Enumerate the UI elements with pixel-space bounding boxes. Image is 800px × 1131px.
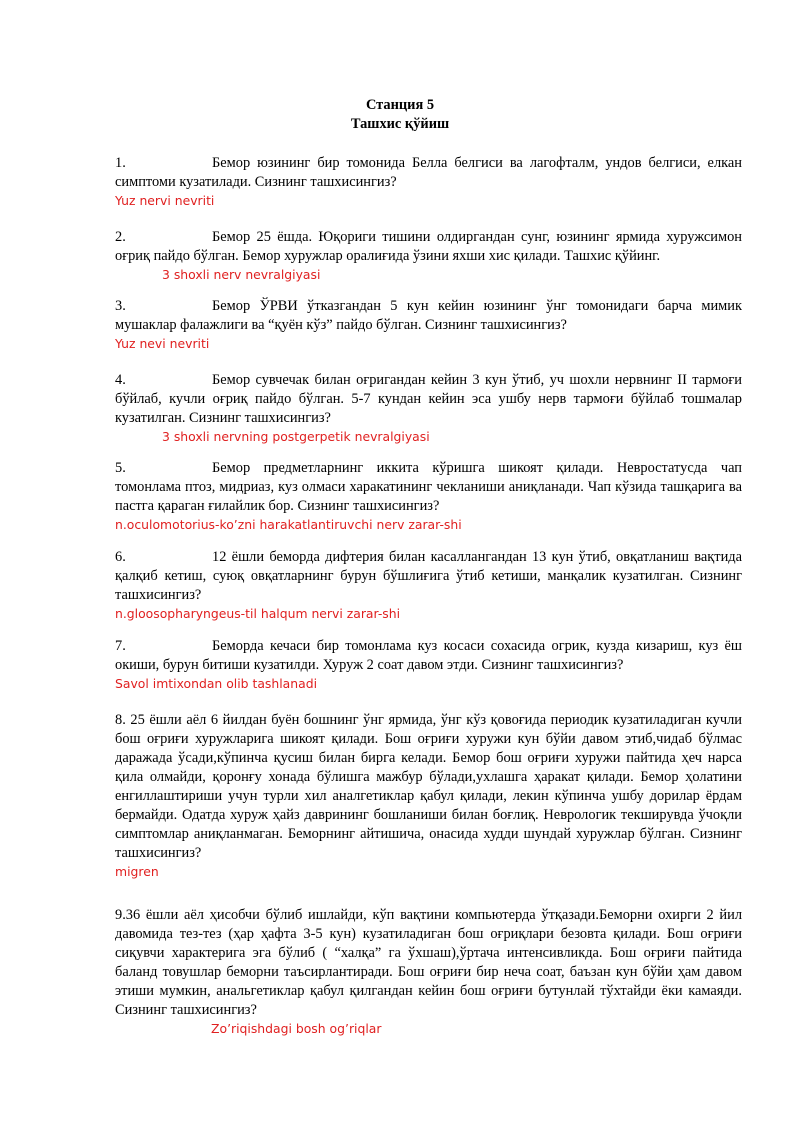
question-2 xyxy=(115,228,742,284)
answer-text: Yuz nevi nevriti xyxy=(115,336,210,351)
question-text xyxy=(115,228,742,266)
question-number: 7. xyxy=(115,638,126,654)
question-number: 1. xyxy=(115,155,126,171)
answer-text: 3 shoxli nervning postgerpetik nevralgiyasi xyxy=(162,429,430,444)
question-number: 6. xyxy=(115,549,126,565)
station-subtitle: Ташхис қўйиш xyxy=(350,116,450,132)
answer-text: n.oculomotorius-ko’zni harakatlantiruvchi nerv zarar-shi xyxy=(115,517,462,532)
question-number: 3. xyxy=(115,298,126,314)
question-number: 5. xyxy=(115,460,126,476)
question-number: 8. xyxy=(115,712,126,728)
question-body: Бемор юзининг бир томонида Белла белгиси ва лагофталм, ундов белгиси, елкан симптоми кузатилади. Сизнинг ташхисингиз? xyxy=(115,155,742,190)
question-number: 9. xyxy=(115,907,126,923)
question-body: Бемор предметларнинг иккита кўришга шикоят қилади. Невростатусда чап томонлама птоз, мидриаз, куз олмаси харакатининг чекланиши аниқланади. Чап кўзида ташқарига ва пастга қараган ғилайлик бор. Сизнинг ташхисингиз? xyxy=(115,460,742,514)
question-3 xyxy=(115,297,742,353)
question-text xyxy=(115,711,742,863)
question-9 xyxy=(115,906,742,1038)
question-text xyxy=(115,548,742,605)
station-title: Станция 5 xyxy=(365,97,435,113)
question-body: Бемор ЎРВИ ўтказгандан 5 кун кейин юзининг ўнг томонидаги барча мимик мушаклар фалажлиги ва “қуён кўз” пайдо бўлган. Сизнинг ташхисингиз? xyxy=(115,298,742,333)
question-4 xyxy=(115,371,742,446)
question-body: 12 ёшли беморда дифтерия билан касаллангандан 13 кун ўтиб, овқатланиш вақтида қалқиб кетиш, суюқ овқатларнинг бурун бўшлиғига ўтиб кетиши, манқалик кузатилган. Сизнинг ташхисингиз? xyxy=(115,549,742,603)
question-text xyxy=(115,154,742,192)
question-6 xyxy=(115,548,742,623)
answer-text: Yuz nervi nevriti xyxy=(115,193,215,208)
answer-text: 3 shoxli nerv nevralgiyasi xyxy=(162,267,321,282)
question-number: 4. xyxy=(115,372,126,388)
question-text xyxy=(115,906,742,1020)
question-8 xyxy=(115,711,742,881)
question-7 xyxy=(115,637,742,693)
answer-text: migren xyxy=(115,864,159,879)
question-1 xyxy=(115,154,742,210)
question-body: Беморда кечаси бир томонлама куз косаси сохасида огрик, кузда кизариш, куз ёш окиши, бурун битиши кузатилди. Хуруж 2 соат давом этди. Сизнинг ташхисингиз? xyxy=(115,638,742,673)
question-text xyxy=(115,637,742,675)
question-text xyxy=(115,297,742,335)
answer-text: Zo’riqishdagi bosh og’riqlar xyxy=(211,1021,382,1036)
question-body: 25 ёшли аёл 6 йилдан буён бошнинг ўнг ярмида, ўнг кўз қовоғида периодик кузатиладиган кучли бош оғриғи хуружларига шикоят қилади. Бош оғриғи хуружи кун бўйи давом этиб,чидаб бўлмас даражада ўсади,кўпинча қусиш билан бирга келади. Бемор бош оғриғи хуружи пайтида ҳеч нарса қила олмайди, қоронғу хонада бўлишга мажбур бўлади,ухлашга ҳаракат қилади. Бемор ҳолатини енгиллаштириши учун турли хил аналгетиклар қабул қилади, лекин кўпинча ушбу дорилар ёрдам бермайди. Одатда хуруж ҳайз даврининг бошланиши билан боғлиқ. Неврологик текширувда ўчоқли симптомлар аниқланмаган. Беморнинг айтишича, онасида худди шундай хуружлар бўлган. Сизнинг ташхисингиз? xyxy=(115,712,743,861)
question-body: 36 ёшли аёл ҳисобчи бўлиб ишлайди, кўп вақтини компьютерда ўтқазади.Беморни охирги 2 йил давомида тез-тез (ҳар ҳафта 3-5 кун) кузатиладиган бош оғриқлари безовта қилади. Бош оғриғи сиқувчи характерига эга бўлиб ( “халқа” га ўхшаш),ўртача интенсивликда. Бош оғриғи пайтида баланд товушлар беморни таъсирлантиради. Бош оғриғи бир неча соат, баъзан кун бўйи ҳам давом этиши мумкин, анальгетиклар қабул қилгандан кейин бош оғриғи бутунлай тўхтайди ёки камаяди. Сизнинг ташхисингиз? xyxy=(115,907,742,1018)
question-5 xyxy=(115,459,742,534)
question-body: Бемор 25 ёшда. Юқориги тишини олдиргандан сунг, юзининг ярмида хуружсимон оғриқ пайдо бўлган. Бемор хуружлар оралиғида ўзини яхши хис қилади. Ташхис қўйинг. xyxy=(115,229,742,264)
question-body: Бемор сувчечак билан оғригандан кейин 3 кун ўтиб, уч шохли нервнинг II тармоғи бўйлаб, кучли оғриқ пайдо бўлган. 5-7 кундан кейин эса ушбу нерв тармоғи бўйлаб тошмалар кузатилган. Сизнинг ташхисингиз? xyxy=(115,372,742,426)
answer-text: n.gloosopharyngeus-til halqum nervi zarar-shi xyxy=(115,606,401,621)
answer-text: Savol imtixondan olib tashlanadi xyxy=(115,676,318,691)
question-number: 2. xyxy=(115,229,126,245)
question-text xyxy=(115,459,742,516)
question-text xyxy=(115,371,742,428)
